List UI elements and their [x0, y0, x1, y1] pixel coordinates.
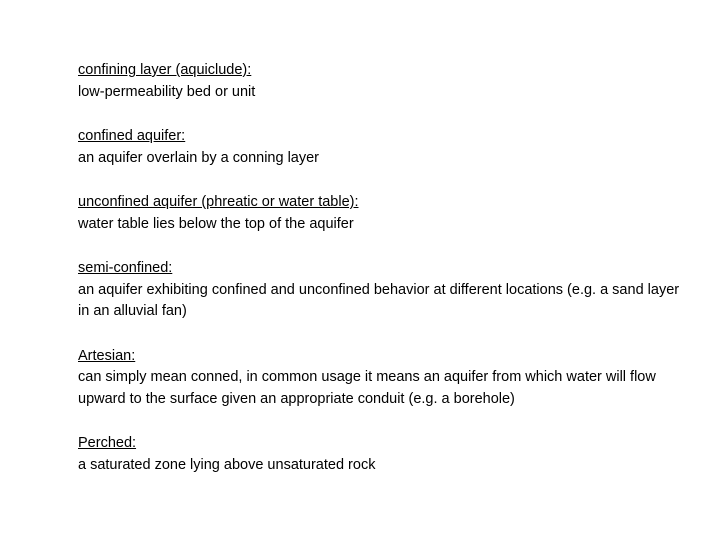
definition-description: an aquifer exhibiting confined and unconfined behavior at different locations (e.g. a sand layer in an alluvial fan): [78, 281, 680, 319]
definition-perched: [78, 433, 688, 476]
definitions-list: [78, 60, 688, 499]
definition-confining-layer: [78, 60, 688, 103]
definition-confined-aquifer: [78, 126, 688, 169]
definition-description: low-permeability bed or unit: [78, 83, 256, 100]
definition-term: unconfined aquifer (phreatic or water table):: [78, 194, 359, 210]
definition-term: Perched:: [78, 435, 137, 451]
definition-description: an aquifer overlain by a conning layer: [78, 149, 320, 166]
definition-description: can simply mean conned, in common usage it means an aquifer from which water will flow upward to the surface given an appropriate conduit (e.g. a borehole): [78, 369, 656, 407]
definition-term: confined aquifer:: [78, 128, 186, 144]
definition-description: water table lies below the top of the aquifer: [78, 215, 354, 232]
definition-description: a saturated zone lying above unsaturated rock: [78, 456, 376, 473]
definition-term: Artesian:: [78, 347, 136, 364]
definition-unconfined-aquifer: [78, 192, 688, 235]
definition-term: semi-confined:: [78, 260, 173, 276]
definition-artesian: [78, 346, 688, 411]
definition-term: confining layer (aquiclude):: [78, 62, 252, 78]
definition-semi-confined: [78, 258, 688, 323]
